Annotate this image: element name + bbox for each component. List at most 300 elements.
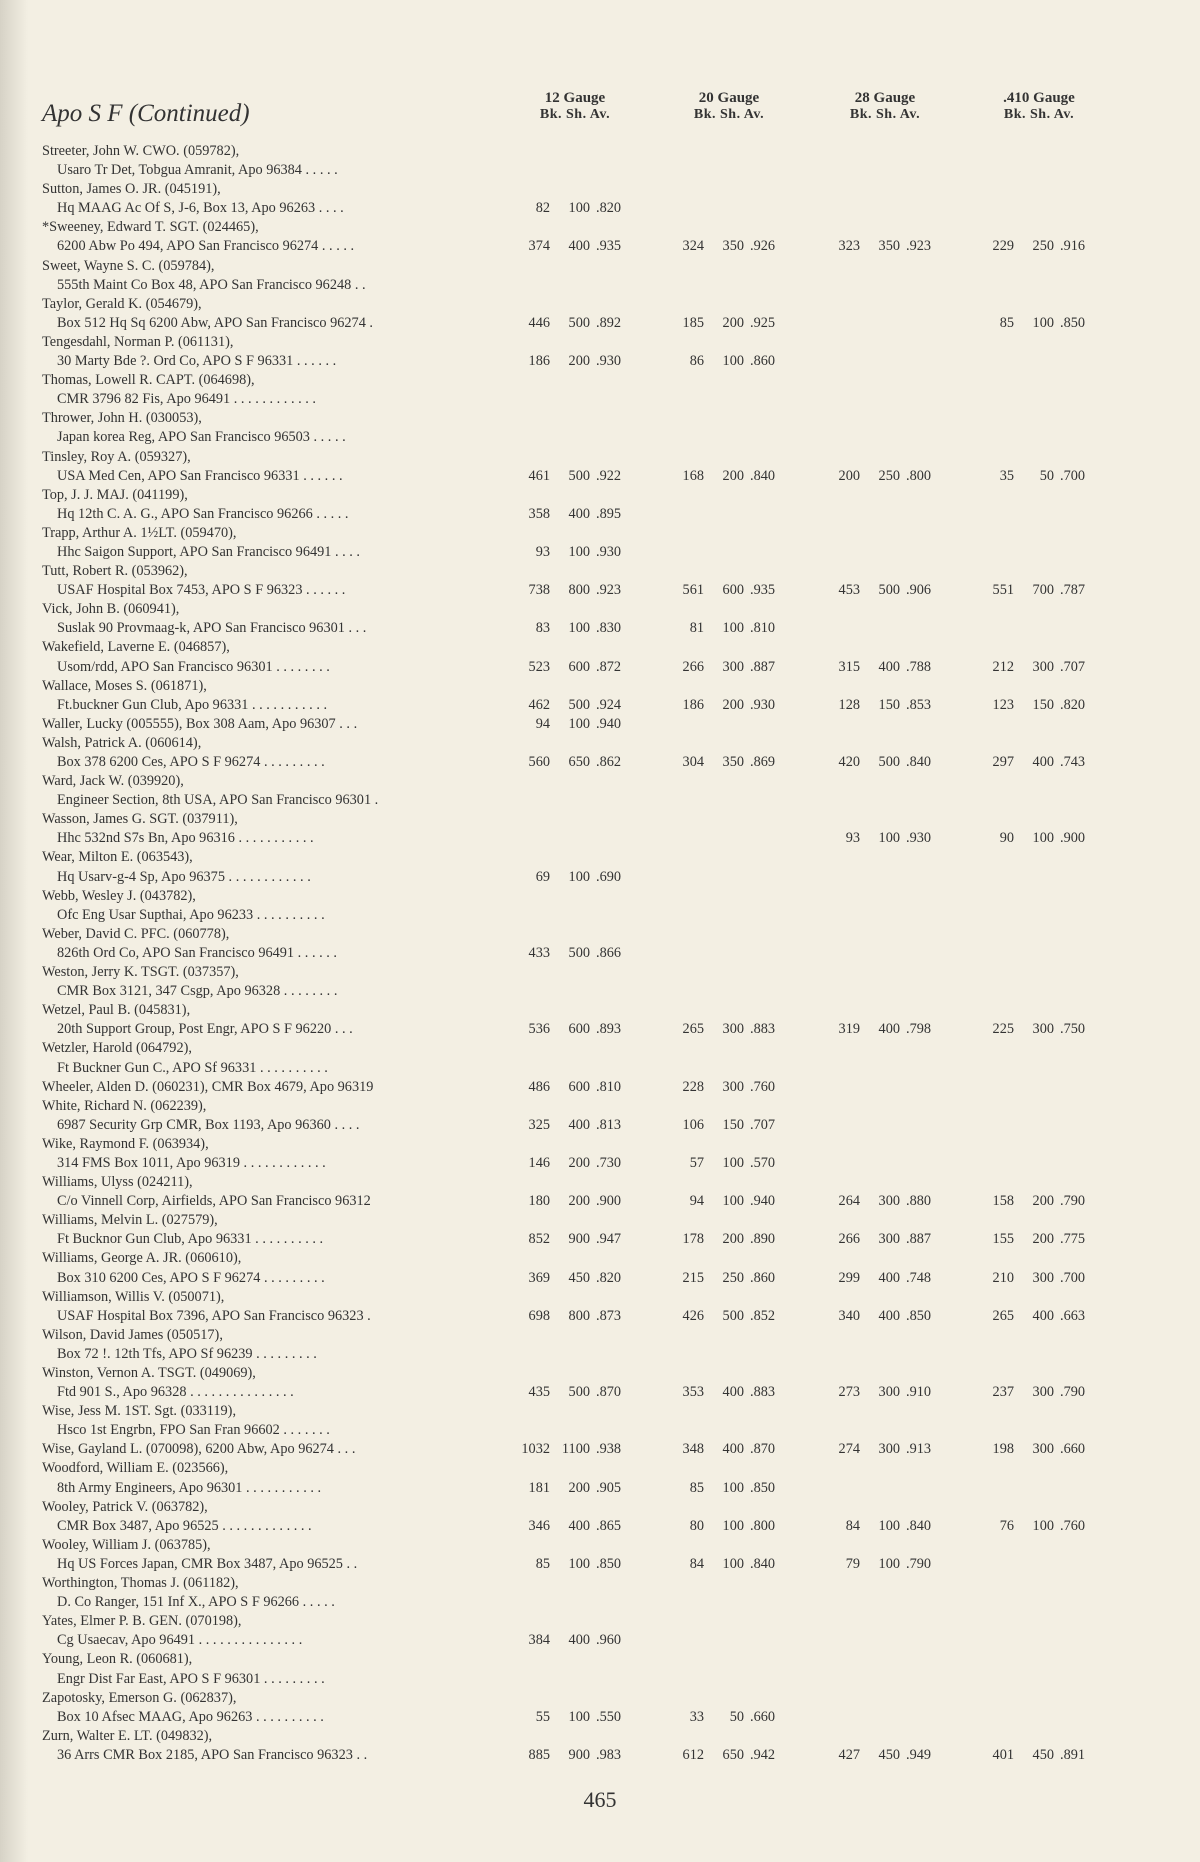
score-average: .788 (906, 658, 932, 675)
shooter-name-text: *Sweeney, Edward T. SGT. (024465), (42, 219, 259, 236)
score-average: .960 (596, 1632, 622, 1649)
shooter-name-text: Thomas, Lowell R. CAPT. (064698), (42, 372, 255, 389)
score-shot: 100 (1032, 314, 1054, 331)
score-average: .887 (906, 1231, 932, 1248)
score-shot: 450 (878, 1746, 900, 1763)
shooter-name-text: Vick, John B. (060941), (42, 601, 180, 618)
score-shot: 300 (878, 1441, 900, 1458)
score-broken: 319 (838, 1021, 860, 1038)
shooter-name-text: Williams, Melvin L. (027579), (42, 1212, 218, 1229)
score-broken: 852 (528, 1231, 550, 1248)
gauge-header-12 (516, 90, 634, 123)
score-broken: 353 (682, 1384, 704, 1401)
shooter-name (0, 887, 1200, 906)
score-average: .883 (750, 1384, 776, 1401)
shooter-address-text: Ft Buckner Gun C., APO Sf 96331 . . . . . . . . . . (57, 1059, 328, 1076)
score-shot: 300 (878, 1193, 900, 1210)
score-broken: 265 (992, 1307, 1014, 1324)
shooter-address (0, 658, 1200, 677)
score-average: .935 (750, 582, 776, 599)
shooter-entry (0, 1727, 1200, 1765)
score-broken: 229 (992, 238, 1014, 255)
shooter-entry (0, 1650, 1200, 1688)
score-average: .883 (750, 1021, 776, 1038)
gauge-header-410 (980, 90, 1098, 123)
shooter-name-text: Wooley, William J. (063785), (42, 1536, 211, 1553)
score-broken: 274 (838, 1441, 860, 1458)
score-broken: 315 (838, 658, 860, 675)
score-shot: 400 (722, 1384, 744, 1401)
score-shot: 200 (568, 1479, 590, 1496)
score-broken: 738 (528, 582, 550, 599)
shooter-address-text: 555th Maint Co Box 48, APO San Francisco 96248 . . (57, 276, 366, 293)
shooter-name-text: Yates, Elmer P. B. GEN. (070198), (42, 1613, 242, 1630)
score-shot: 450 (568, 1269, 590, 1286)
score-shot: 600 (568, 1021, 590, 1038)
shooter-address-text: 314 FMS Box 1011, Apo 96319 . . . . . . . . . . . . (57, 1154, 326, 1171)
shooter-name-text: Zapotosky, Emerson G. (062837), (42, 1689, 237, 1706)
shooter-entry (0, 524, 1200, 562)
score-shot: 300 (1032, 1384, 1054, 1401)
shooter-address (0, 791, 1200, 810)
shooter-address (0, 906, 1200, 925)
score-broken: 401 (992, 1746, 1014, 1763)
shooter-name-text: Top, J. J. MAJ. (041199), (42, 486, 188, 503)
score-shot: 100 (568, 715, 590, 732)
shooter-name (0, 1078, 1200, 1097)
score-shot: 200 (568, 1193, 590, 1210)
shooter-name-text: White, Richard N. (062239), (42, 1097, 207, 1114)
score-broken: 85 (999, 314, 1014, 331)
score-average: .925 (750, 314, 776, 331)
shooter-address-text: Hq Usarv-g-4 Sp, Apo 96375 . . . . . . . . . . . . (57, 868, 311, 885)
shooter-entry (0, 1211, 1200, 1249)
score-broken: 76 (999, 1517, 1014, 1534)
score-shot: 400 (878, 658, 900, 675)
shooter-name (0, 810, 1200, 829)
shooter-name (0, 1650, 1200, 1669)
shooter-name (0, 333, 1200, 352)
score-broken: 185 (682, 314, 704, 331)
score-average: .840 (906, 1517, 932, 1534)
score-broken: 523 (528, 658, 550, 675)
shooter-name (0, 1536, 1200, 1555)
score-broken: 612 (682, 1746, 704, 1763)
score-average: .690 (596, 868, 622, 885)
score-shot: 100 (878, 1517, 900, 1534)
shooter-name (0, 1326, 1200, 1345)
shooter-name-text: Streeter, John W. CWO. (059782), (42, 143, 240, 159)
score-average: .900 (1060, 830, 1086, 847)
score-broken: 215 (682, 1269, 704, 1286)
shooter-address (0, 1230, 1200, 1249)
score-shot: 100 (722, 1517, 744, 1534)
shooter-address-text: D. Co Ranger, 151 Inf X., APO S F 96266 . . . . . (57, 1594, 335, 1611)
score-shot: 600 (568, 1078, 590, 1095)
score-average: .940 (596, 715, 622, 732)
score-broken: 198 (992, 1441, 1014, 1458)
score-shot: 200 (722, 467, 744, 484)
shooter-entry (0, 1364, 1200, 1402)
score-broken: 55 (535, 1708, 550, 1725)
score-average: .787 (1060, 582, 1086, 599)
shooter-name-text: Wallace, Moses S. (061871), (42, 677, 207, 694)
score-shot: 100 (568, 543, 590, 560)
shooter-entry (0, 848, 1200, 886)
score-shot: 400 (1032, 1307, 1054, 1324)
shooter-name-text: Webb, Wesley J. (043782), (42, 887, 196, 904)
shooter-address (0, 428, 1200, 447)
shooter-name (0, 371, 1200, 390)
shooter-address (0, 1479, 1200, 1498)
shooter-name (0, 1135, 1200, 1154)
score-broken: 266 (838, 1231, 860, 1248)
score-broken: 462 (528, 696, 550, 713)
score-broken: 180 (528, 1193, 550, 1210)
score-shot: 300 (878, 1384, 900, 1401)
score-broken: 323 (838, 238, 860, 255)
score-broken: 86 (689, 353, 704, 370)
score-shot: 600 (722, 582, 744, 599)
shooter-address (0, 237, 1200, 256)
shooter-entry (0, 963, 1200, 1001)
shooter-name-text: Sweet, Wayne S. C. (059784), (42, 257, 215, 274)
score-shot: 400 (1032, 754, 1054, 770)
score-average: .935 (596, 238, 622, 255)
score-average: .570 (750, 1154, 776, 1171)
score-shot: 100 (1032, 830, 1054, 847)
score-average: .760 (1060, 1517, 1086, 1534)
score-average: .916 (1060, 238, 1086, 255)
shooter-name (0, 486, 1200, 505)
shooter-address (0, 505, 1200, 524)
shooter-name-text: Zurn, Walter E. LT. (049832), (42, 1727, 213, 1744)
score-average: .860 (750, 1269, 776, 1286)
score-shot: 600 (568, 658, 590, 675)
score-average: .983 (596, 1746, 622, 1763)
score-average: .940 (750, 1193, 776, 1210)
shooter-address-text: Hq MAAG Ac Of S, J-6, Box 13, Apo 96263 . . . . (57, 200, 344, 217)
shooter-name-text: Williams, Ulyss (024211), (42, 1174, 193, 1191)
shooter-name (0, 1574, 1200, 1593)
shooter-entry (0, 1001, 1200, 1039)
shooter-entry (0, 1097, 1200, 1135)
score-shot: 200 (1032, 1193, 1054, 1210)
score-shot: 400 (568, 238, 590, 255)
shooter-address (0, 1631, 1200, 1650)
score-broken: 93 (535, 543, 550, 560)
score-average: .840 (906, 754, 932, 770)
score-shot: 400 (568, 1632, 590, 1649)
score-average: .853 (906, 696, 932, 713)
score-shot: 500 (568, 314, 590, 331)
score-broken: 297 (992, 754, 1014, 770)
shooter-name (0, 1364, 1200, 1383)
shooter-address-text: Hhc 532nd S7s Bn, Apo 96316 . . . . . . . . . . . (57, 830, 314, 847)
shooter-address-text: Hq 12th C. A. G., APO San Francisco 96266 . . . . . (57, 505, 349, 522)
score-broken: 146 (528, 1154, 550, 1171)
shooter-address-text: USA Med Cen, APO San Francisco 96331 . . . . . . (57, 467, 343, 484)
score-broken: 94 (535, 715, 550, 732)
gauge-title: 20 Gauge (698, 90, 760, 106)
score-shot: 400 (568, 1517, 590, 1534)
shooter-name (0, 1001, 1200, 1020)
score-average: .840 (750, 1555, 776, 1572)
shooter-address-text: 36 Arrs CMR Box 2185, APO San Francisco 96323 . . (57, 1746, 368, 1763)
shooter-address-text: Hhc Saigon Support, APO San Francisco 96491 . . . . (57, 543, 361, 560)
gauge-subheader: Bk. Sh. Av. (693, 107, 765, 122)
score-shot: 400 (878, 1269, 900, 1286)
score-shot: 300 (1032, 1269, 1054, 1286)
score-shot: 200 (568, 353, 590, 370)
shooter-address (0, 1517, 1200, 1536)
shooter-entry (0, 1536, 1200, 1574)
shooter-name (0, 180, 1200, 199)
shooter-address-text: Hq US Forces Japan, CMR Box 3487, Apo 96525 . . (57, 1555, 358, 1572)
score-average: .891 (1060, 1746, 1086, 1763)
shooter-name (0, 295, 1200, 314)
score-shot: 300 (722, 658, 744, 675)
score-broken: 885 (528, 1746, 550, 1763)
score-broken: 93 (845, 830, 860, 847)
shooter-address (0, 161, 1200, 180)
shooter-name-text: Wooley, Patrick V. (063782), (42, 1498, 208, 1515)
shooter-name-text: Tutt, Robert R. (053962), (42, 563, 188, 580)
score-average: .900 (596, 1193, 622, 1210)
score-average: .862 (596, 754, 622, 770)
score-average: .800 (750, 1517, 776, 1534)
shooter-address (0, 1192, 1200, 1211)
score-broken: 264 (838, 1193, 860, 1210)
score-shot: 100 (722, 1479, 744, 1496)
gauge-subheader: Bk. Sh. Av. (849, 107, 921, 122)
shooter-name (0, 1689, 1200, 1708)
score-average: .922 (596, 467, 622, 484)
score-shot: 100 (722, 353, 744, 370)
shooter-entry (0, 734, 1200, 772)
shooter-entry (0, 1078, 1200, 1097)
score-broken: 186 (682, 696, 704, 713)
shooter-address (0, 1383, 1200, 1402)
shooter-name (0, 772, 1200, 791)
score-broken: 225 (992, 1021, 1014, 1038)
score-shot: 200 (1032, 1231, 1054, 1248)
score-average: .700 (1060, 1269, 1086, 1286)
score-broken: 340 (838, 1307, 860, 1324)
shooter-name-text: Wike, Raymond F. (063934), (42, 1135, 209, 1152)
score-average: .923 (906, 238, 932, 255)
shooter-address (0, 1421, 1200, 1440)
score-broken: 561 (682, 582, 704, 599)
shooter-name (0, 409, 1200, 428)
page-header (0, 88, 1200, 140)
shooter-entry (0, 448, 1200, 486)
shooter-name-text: Taylor, Gerald K. (054679), (42, 295, 202, 312)
score-shot: 100 (568, 1708, 590, 1725)
score-average: .810 (750, 620, 776, 637)
shooter-name-text: Tengesdahl, Norman P. (061131), (42, 333, 234, 350)
shooter-address-text: Ftd 901 S., Apo 96328 . . . . . . . . . . . . . . . (57, 1384, 294, 1401)
score-broken: 265 (682, 1021, 704, 1038)
score-shot: 350 (878, 238, 900, 255)
score-broken: 325 (528, 1116, 550, 1133)
score-average: .924 (596, 696, 622, 713)
score-broken: 79 (845, 1555, 860, 1572)
shooter-address (0, 390, 1200, 409)
score-average: .930 (596, 543, 622, 560)
shooter-entry (0, 715, 1200, 734)
score-average: .880 (906, 1193, 932, 1210)
score-average: .800 (906, 467, 932, 484)
score-average: .840 (750, 467, 776, 484)
score-average: .790 (1060, 1384, 1086, 1401)
shooter-entry (0, 1498, 1200, 1536)
shooter-entry (0, 1574, 1200, 1612)
score-average: .743 (1060, 754, 1086, 770)
shooter-name (0, 677, 1200, 696)
score-shot: 100 (722, 1193, 744, 1210)
shooter-address (0, 199, 1200, 218)
shooter-address-text: Engineer Section, 8th USA, APO San Francisco 96301 . (57, 792, 379, 809)
shooter-entry (0, 925, 1200, 963)
shooter-address-text: 6200 Abw Po 494, APO San Francisco 96274 . . . . . (57, 238, 355, 255)
gauge-title: 12 Gauge (544, 90, 606, 106)
shooter-name-text: Worthington, Thomas J. (061182), (42, 1575, 239, 1592)
score-average: .790 (1060, 1193, 1086, 1210)
shooter-address-text: 20th Support Group, Post Engr, APO S F 96220 . . . (57, 1021, 353, 1038)
shooter-address-text: CMR 3796 82 Fis, Apo 96491 . . . . . . . . . . . . (57, 391, 316, 408)
score-broken: 299 (838, 1269, 860, 1286)
shooter-name (0, 925, 1200, 944)
shooter-address (0, 944, 1200, 963)
score-shot: 50 (1039, 467, 1054, 484)
shooter-address-text: 6987 Security Grp CMR, Box 1193, Apo 96360 . . . . (57, 1116, 360, 1133)
shooter-address-text: Hsco 1st Engrbn, FPO San Fran 96602 . . . . . . . (57, 1422, 330, 1439)
score-average: .775 (1060, 1231, 1086, 1248)
shooter-address-text: 8th Army Engineers, Apo 96301 . . . . . . . . . . . (57, 1479, 322, 1496)
score-broken: 461 (528, 467, 550, 484)
score-broken: 84 (845, 1517, 860, 1534)
shooter-address-text: C/o Vinnell Corp, Airfields, APO San Francisco 96312 (57, 1193, 371, 1210)
shooter-name (0, 1440, 1200, 1459)
shooter-entry (0, 371, 1200, 409)
score-broken: 266 (682, 658, 704, 675)
shooter-name-text: Wear, Milton E. (063543), (42, 849, 193, 866)
shooter-name-text: Weber, David C. PFC. (060778), (42, 925, 230, 942)
shooter-address-text: Usaro Tr Det, Tobgua Amranit, Apo 96384 . . . . . (57, 162, 338, 179)
shooter-entry (0, 1288, 1200, 1326)
score-broken: 324 (682, 238, 704, 255)
shooter-address (0, 1670, 1200, 1689)
shooter-name-text: Wilson, David James (050517), (42, 1326, 223, 1343)
score-broken: 158 (992, 1193, 1014, 1210)
score-broken: 80 (689, 1517, 704, 1534)
score-average: .872 (596, 658, 622, 675)
score-average: .820 (1060, 696, 1086, 713)
shooter-entry (0, 1612, 1200, 1650)
score-shot: 300 (722, 1078, 744, 1095)
score-average: .866 (596, 944, 622, 961)
shooter-name-text: Waller, Lucky (005555), Box 308 Aam, Apo 96307 . . . (42, 715, 358, 732)
shooter-name (0, 1211, 1200, 1230)
score-shot: 500 (878, 754, 900, 770)
score-average: .892 (596, 314, 622, 331)
score-shot: 400 (878, 1021, 900, 1038)
score-broken: 84 (689, 1555, 704, 1572)
shooter-name-text: Thrower, John H. (030053), (42, 410, 202, 427)
score-shot: 100 (878, 1555, 900, 1572)
score-average: .910 (906, 1384, 932, 1401)
score-shot: 400 (722, 1441, 744, 1458)
score-average: .873 (596, 1307, 622, 1324)
score-shot: 150 (1032, 696, 1054, 713)
shooter-address-text: USAF Hospital Box 7396, APO San Francisco 96323 . (57, 1307, 371, 1324)
shooter-name (0, 1727, 1200, 1746)
score-broken: 536 (528, 1021, 550, 1038)
score-broken: 57 (689, 1154, 704, 1171)
shooter-entry (0, 257, 1200, 295)
score-shot: 300 (878, 1231, 900, 1248)
gauge-title: 28 Gauge (854, 90, 916, 106)
score-broken: 358 (528, 505, 550, 522)
score-shot: 350 (722, 754, 744, 770)
shooter-entry (0, 562, 1200, 600)
score-average: .813 (596, 1116, 622, 1133)
score-broken: 81 (689, 620, 704, 637)
score-broken: 273 (838, 1384, 860, 1401)
score-average: .942 (750, 1746, 776, 1763)
score-average: .810 (596, 1078, 622, 1095)
score-average: .870 (596, 1384, 622, 1401)
score-average: .860 (750, 353, 776, 370)
shooter-address (0, 1307, 1200, 1326)
score-shot: 100 (722, 1154, 744, 1171)
shooter-entry (0, 333, 1200, 371)
score-average: .700 (1060, 467, 1086, 484)
score-broken: 106 (682, 1116, 704, 1133)
score-shot: 100 (722, 620, 744, 637)
score-broken: 85 (535, 1555, 550, 1572)
score-shot: 500 (568, 1384, 590, 1401)
shooter-name (0, 1249, 1200, 1268)
score-average: .730 (596, 1154, 622, 1171)
shooter-name-text: Wise, Gayland L. (070098), 6200 Abw, Apo 96274 . . . (42, 1441, 356, 1458)
shooter-address (0, 1059, 1200, 1078)
shooter-address (0, 1154, 1200, 1173)
shooter-name (0, 848, 1200, 867)
gauge-header-20 (670, 90, 788, 123)
score-average: .850 (1060, 314, 1086, 331)
score-average: .905 (596, 1479, 622, 1496)
shooter-entry (0, 1249, 1200, 1287)
shooter-entry (0, 810, 1200, 848)
shooter-entry (0, 409, 1200, 447)
gauge-subheader: Bk. Sh. Av. (539, 107, 611, 122)
score-shot: 100 (1032, 1517, 1054, 1534)
shooter-address (0, 1116, 1200, 1135)
shooter-address (0, 619, 1200, 638)
shooter-name-text: Young, Leon R. (060681), (42, 1651, 193, 1668)
gauge-header-28 (826, 90, 944, 123)
score-broken: 200 (838, 467, 860, 484)
shooter-address-text: Box 72 !. 12th Tfs, APO Sf 96239 . . . . . . . . . (57, 1345, 317, 1362)
score-broken: 435 (528, 1384, 550, 1401)
score-broken: 1032 (521, 1441, 550, 1458)
shooter-name (0, 638, 1200, 657)
shooter-name (0, 600, 1200, 619)
score-average: .869 (750, 754, 776, 770)
score-shot: 200 (568, 1154, 590, 1171)
